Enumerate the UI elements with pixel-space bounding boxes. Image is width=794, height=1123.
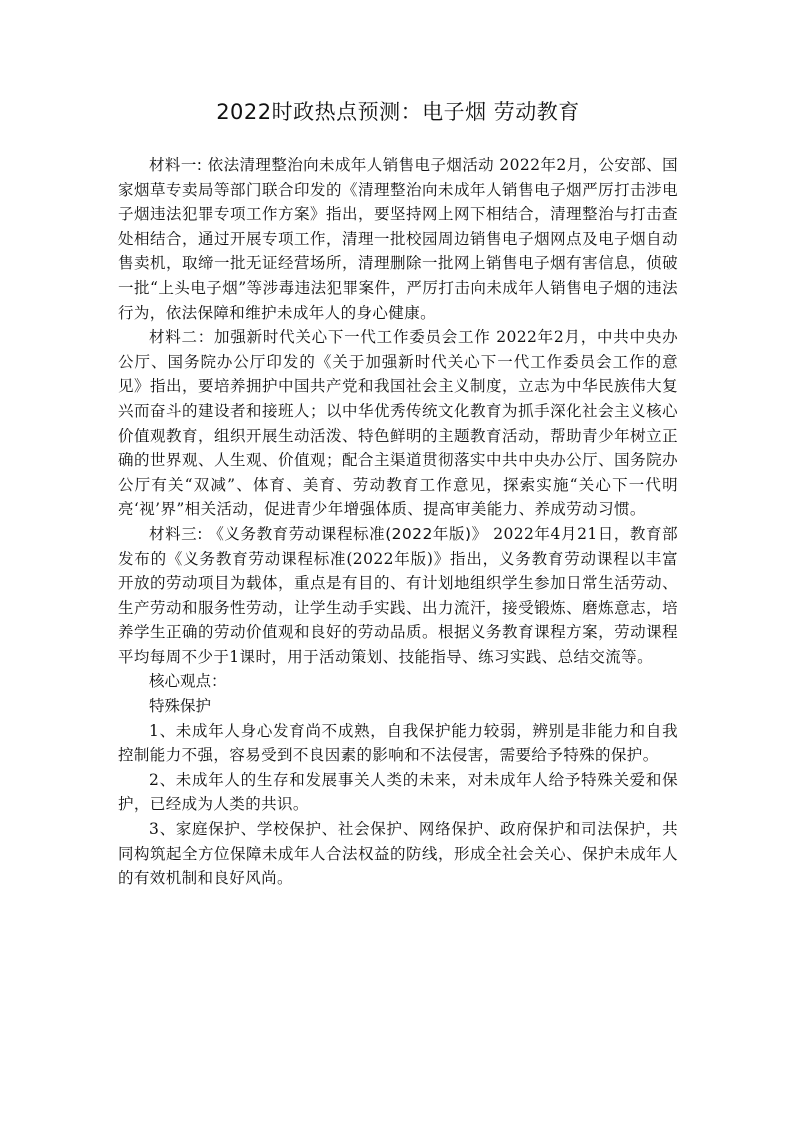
document-page: [118, 0, 678, 1123]
point-1: 1、未成年人身心发育尚不成熟，自我保护能力较弱，辨别是非能力和自我控制能力不强，容易受到不良因素的影响和不法侵害，需要给予特殊的保护。: [118, 721, 678, 765]
core-label: 核心观点：: [149, 672, 227, 691]
material-paragraph-3: [118, 522, 678, 670]
point-2: 2、未成年人的生存和发展事关人类的未来，对未成年人给予特殊关爱和保护，已经成为人类的共识。: [118, 770, 678, 814]
section-title: 特殊保护: [149, 697, 212, 716]
material-paragraph-1: [118, 153, 678, 325]
material-paragraph-2: [118, 325, 678, 522]
material-text-3: 2022年4月21日，教育部发布的《义务教育劳动课程标准(2022年版)》指出，义务教育劳动课程以丰富开放的劳动项目为载体，重点是有目的、有计划地组织学生参加日常生活劳动、生产劳动和服务性劳动，让学生动手实践、出力流汗，接受锻炼、磨炼意志，培养学生正确的劳动价值观和良好的劳动品质。根据义务教育课程方案，劳动课程平均每周不少于1课时，用于活动策划、技能指导、练习实践、总结交流等。: [118, 524, 678, 666]
material-heading-3: 材料三: 《义务教育劳动课程标准(2022年版)》: [149, 524, 488, 543]
document-title: 2022时政热点预测：电子烟 劳动教育: [216, 100, 580, 124]
material-text-2: 2022年2月，中共中央办公厅、国务院办公厅印发的《关于加强新时代关心下一代工作委员会工作的意见》指出，要培养拥护中国共产党和我国社会主义制度，立志为中华民族伟大复兴而奋斗的建设者和接班人；以中华优秀传统文化教育为抓手深化社会主义核心价值观教育，组织开展生动活泼、特色鲜明的主题教育活动，帮助青少年树立正确的世界观、人生观、价值观；配合主渠道贯彻落实中共中央办公厅、国务院办公厅有关“双减”、体育、美育、劳动教育工作意见，探索实施“关心下一代明亮‘视’界”相关活动，促进青少年增强体质、提高审美能力、养成劳动习惯。: [118, 328, 678, 519]
material-heading-1: 材料一: 依法清理整治向未成年人销售电子烟活动: [149, 156, 495, 174]
material-text-1: 2022年2月，公安部、国家烟草专卖局等部门联合印发的《清理整治向未成年人销售电子烟严厉打击涉电子烟违法犯罪专项工作方案》指出，要坚持网上网下相结合，清理整治与打击查处相结合，通过开展专项工作，清理一批校园周边销售电子烟网点及电子烟自动售卖机，取缔一批无证经营场所，清理删除一批网上销售电子烟有害信息，侦破一批“上头电子烟”等涉毒违法犯罪案件，严厉打击向未成年人销售电子烟的违法行为，依法保障和维护未成年人的身心健康。: [118, 156, 678, 322]
material-heading-2: 材料二：加强新时代关心下一代工作委员会工作: [149, 328, 491, 347]
document-body: [118, 153, 678, 891]
point-3: 3、家庭保护、学校保护、社会保护、网络保护、政府保护和司法保护，共同构筑起全方位保障未成年人合法权益的防线，形成全社会关心、保护未成年人的有效机制和良好风尚。: [118, 820, 678, 888]
